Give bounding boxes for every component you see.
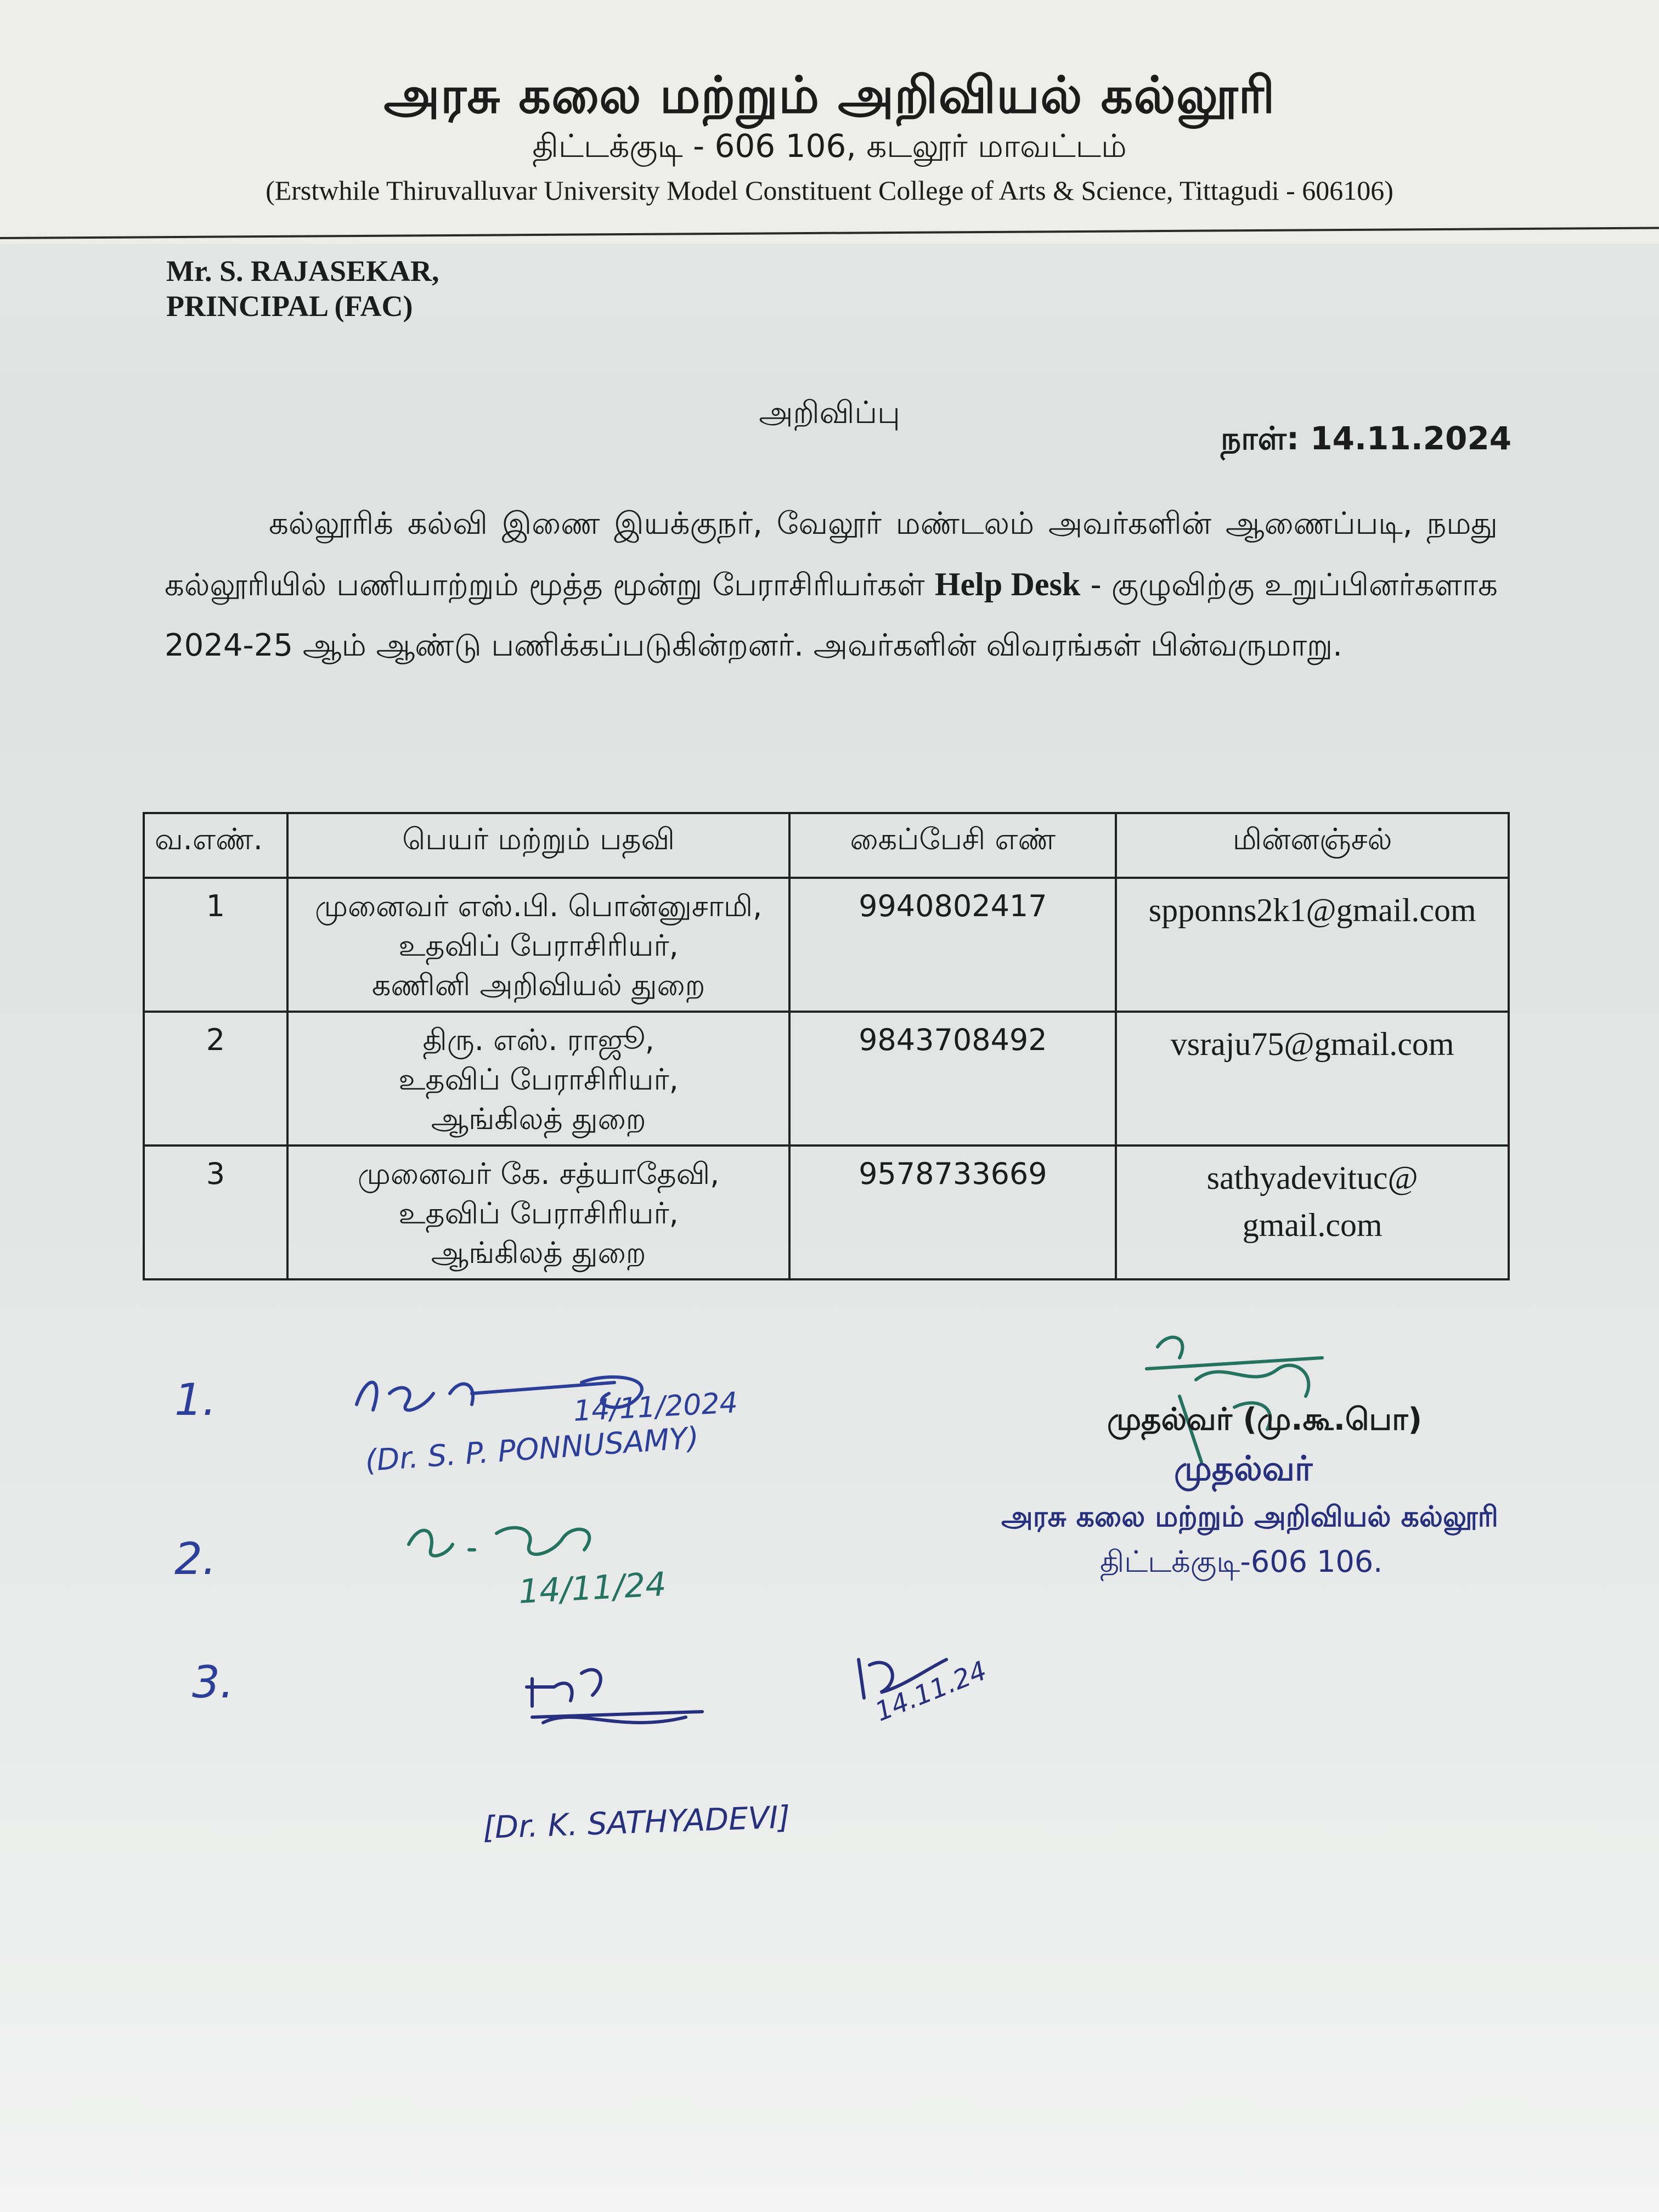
table-row: [144, 878, 1509, 1012]
signature-2-date: 14/11/24: [517, 1565, 668, 1612]
header-email: மின்னஞ்சல்: [1116, 813, 1509, 878]
verifier-date: 14.11.24: [871, 1655, 991, 1728]
cell-name: [287, 1146, 790, 1279]
signature-1-name: (Dr. S. P. PONNUSAMY): [364, 1420, 700, 1479]
cell-mobile: 9940802417: [789, 878, 1116, 1012]
cell-sno: 3: [144, 1146, 287, 1279]
table-row: [144, 1012, 1509, 1146]
notice-body-part2: - குழுவிற்கு உறுப்பினர்களாக 2024-25 ஆம் ஆண்டு பணிக்கப்படுகின்றனர். அவர்களின் விவரங்கள் பின்வருமாறு.: [165, 567, 1498, 663]
staff-name: முனைவர் கே. சத்யாதேவி,: [357, 1156, 720, 1191]
handwritten-number-1: 1.: [174, 1374, 217, 1425]
table-header-row: [144, 813, 1509, 878]
staff-name: முனைவர் எஸ்.பி. பொன்னுசாமி,: [315, 889, 763, 923]
staff-name: திரு. எஸ். ராஜூ,: [422, 1023, 654, 1057]
notice-body-part1: கல்லூரிக் கல்வி இணை இயக்குநர், வேலூர் மண்டலம் அவர்களின் ஆணைப்படி, நமது கல்லூரியில் பணியாற்றும் மூத்த மூன்று பேராசிரியர்கள்: [165, 506, 1498, 603]
cell-email: [1116, 1012, 1509, 1146]
sender-block: [166, 253, 439, 324]
notice-body: [165, 494, 1498, 676]
header-sno: வ.எண்.: [144, 813, 287, 878]
staff-designation: உதவிப் பேராசிரியர்,: [398, 1196, 679, 1231]
sender-designation: PRINCIPAL (FAC): [166, 290, 413, 323]
staff-department: ஆங்கிலத் துறை: [431, 1102, 646, 1136]
cell-sno: 1: [144, 878, 287, 1012]
staff-designation: உதவிப் பேராசிரியர்,: [398, 1062, 679, 1097]
staff-designation: உதவிப் பேராசிரியர்,: [398, 928, 679, 963]
principal-signature-scribble: [1114, 1325, 1355, 1468]
email-line1: spponns2k1@gmail.com: [1148, 892, 1476, 928]
cell-email: [1116, 1146, 1509, 1279]
cell-name: [287, 878, 790, 1012]
cell-email: [1116, 878, 1509, 1012]
college-address: திட்டக்குடி - 606 106, கடலூர் மாவட்டம்: [532, 127, 1127, 165]
signature-3-name: [Dr. K. SATHYADEVI]: [482, 1799, 791, 1846]
stamp-acting-principal: முதல்வர் (மு.கூ.பொ): [1107, 1402, 1423, 1437]
notice-body-bold: Help Desk: [934, 566, 1081, 602]
header-name: பெயர் மற்றும் பதவி: [287, 813, 790, 878]
signature-1-date: 14/11/2024: [572, 1386, 739, 1428]
erstwhile-line: (Erstwhile Thiruvalluvar University Model Constituent College of Arts & Science, Tittagudi - 606106): [266, 175, 1393, 206]
email-line2: gmail.com: [1242, 1207, 1383, 1243]
handwritten-number-2: 2.: [174, 1533, 217, 1584]
handwritten-number-3: 3.: [192, 1657, 234, 1708]
cell-sno: 2: [144, 1012, 287, 1146]
stamp-college: அரசு கலை மற்றும் அறிவியல் கல்லூரி: [1001, 1500, 1499, 1533]
cell-mobile: 9843708492: [789, 1012, 1116, 1146]
email-line1: vsraju75@gmail.com: [1170, 1026, 1454, 1062]
sender-name: Mr. S. RAJASEKAR,: [166, 255, 439, 287]
email-line1: sathyadevituc@: [1206, 1160, 1418, 1196]
notice-title: அறிவிப்பு: [759, 395, 900, 431]
notice-date: நாள்: 14.11.2024: [1221, 420, 1512, 457]
signature-2-scribble: [403, 1511, 656, 1572]
stamp-title: முதல்வர்: [1174, 1448, 1313, 1488]
college-name: அரசு கலை மற்றும் அறிவியல் கல்லூரி: [383, 66, 1276, 125]
cell-name: [287, 1012, 790, 1146]
staff-department: ஆங்கிலத் துறை: [431, 1235, 646, 1270]
staff-department: கணினி அறிவியல் துறை: [371, 968, 706, 1002]
staff-table: [143, 812, 1510, 1280]
stamp-place: திட்டக்குடி-606 106.: [1100, 1544, 1383, 1579]
header-mobile: கைப்பேசி எண்: [789, 813, 1116, 878]
cell-mobile: 9578733669: [789, 1146, 1116, 1279]
signature-3-scribble: [521, 1657, 730, 1739]
table-row: [144, 1146, 1509, 1279]
